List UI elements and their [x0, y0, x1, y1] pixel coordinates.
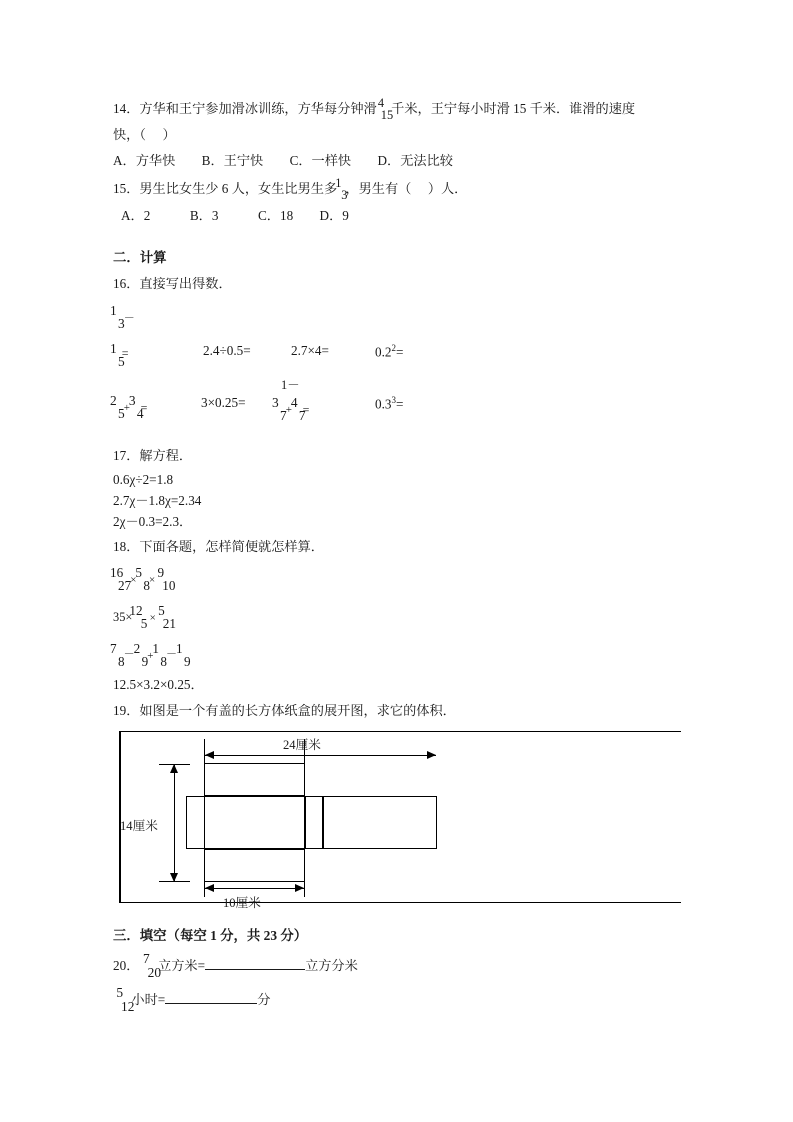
q16-r1-frac-1	[110, 302, 125, 332]
q18-e1-frac-2	[135, 564, 150, 593]
q14-number: 14	[113, 101, 127, 116]
net-top-face	[204, 763, 305, 796]
q20-l2-unit-b: 分	[257, 991, 271, 1007]
q18-e2-frac-2-denominator: 21	[162, 615, 176, 631]
q16-r2-c4-equals: =	[395, 396, 404, 412]
q16-r1-frac-1-denominator: 3	[118, 316, 125, 332]
q16-r2-c3-frac-1	[272, 394, 287, 424]
q14-fraction-numerator: 4	[377, 95, 385, 110]
q14-text-c: 快，（	[113, 127, 146, 143]
question-20-line-2	[113, 983, 681, 1017]
q16-number: 16	[113, 275, 127, 291]
q18-e3-frac-2	[133, 640, 149, 669]
q19-number: 19	[113, 702, 127, 718]
section-heading-3: 三．填空（每空 1 分，共 23 分）	[113, 927, 308, 943]
q16-r1-c4	[375, 343, 403, 360]
q16-r2-c3-frac-2-numerator: 4	[290, 394, 298, 410]
q18-e3-frac-2-numerator: 2	[133, 640, 141, 656]
q20-l1-fraction	[143, 951, 162, 980]
q18-expression-4: 12.5×3.2×0.25．	[113, 676, 204, 692]
question-16-title	[113, 271, 681, 297]
q16-r1-c4-exponent: 2	[391, 342, 396, 353]
q14-fraction	[377, 95, 394, 122]
q16-r1-c4-base: 0.2	[375, 344, 392, 360]
q16-r2-equals: =	[140, 400, 148, 415]
q17-equation-1: 0.6χ÷2=1.8	[113, 471, 174, 487]
section-heading-2: 二．计算	[113, 249, 167, 265]
q16-r2-c4-exponent: 3	[391, 394, 396, 405]
q18-expression-3	[110, 636, 681, 674]
q16-r2-c3-operator: +	[285, 404, 292, 417]
q16-r2-c3-equals: =	[302, 402, 310, 417]
q16-r2-c3-lead: 1－	[281, 377, 300, 392]
depth-dimension-line	[205, 888, 304, 889]
q18-e1-frac-2-denominator: 8	[143, 577, 150, 593]
q18-e1-operator-2: ×	[149, 573, 156, 586]
net-right-face	[305, 796, 323, 849]
q16-r2-frac-2	[128, 392, 144, 422]
q20-l2-fraction	[116, 985, 135, 1014]
q18-e1-frac-3	[157, 564, 176, 593]
q16-r2-frac-2-numerator: 3	[128, 392, 136, 408]
q16-r2-frac-1-numerator: 2	[110, 392, 117, 408]
q16-r1-equals: =	[121, 345, 129, 360]
q16-r2-operator: +	[123, 402, 130, 415]
width-dimension-line	[205, 755, 436, 756]
q18-e3-frac-4-numerator: 1	[176, 640, 183, 656]
q18-e3-frac-1-numerator: 7	[110, 640, 117, 656]
height-dimension-line	[174, 764, 175, 882]
q18-e2-operator: ×	[149, 611, 156, 624]
net-front-face	[204, 796, 305, 849]
q15-text-b: ，男生有（	[345, 181, 412, 197]
question-15	[113, 176, 681, 202]
q18-e2-lead: 35×	[113, 609, 133, 624]
q16-row-1	[110, 299, 681, 381]
q18-e1-frac-1-denominator: 27	[118, 577, 132, 593]
box-net-diagram	[113, 729, 681, 909]
q18-e2-frac-1-denominator: 5	[140, 615, 148, 631]
q20-number: 20	[113, 957, 127, 973]
q18-e3-frac-1	[110, 640, 125, 669]
question-14	[113, 96, 681, 122]
q16-calc-block	[110, 299, 681, 439]
q18-e3-frac-3-denominator: 8	[160, 653, 167, 669]
q16-r2-frac-2-denominator: 4	[136, 406, 144, 422]
q16-r1-c1	[110, 302, 137, 332]
q15-options: A．2 B．3 C．18 D．9	[121, 207, 349, 223]
q18-e1-frac-1-numerator: 16	[110, 564, 124, 580]
q16-r1-frac-2	[110, 340, 125, 370]
diagram-width-label: 24厘米	[283, 737, 321, 752]
q18-e2-frac-2-numerator: 5	[158, 602, 165, 618]
diagram-height-label: 14厘米	[120, 818, 158, 833]
q18-expression-2	[113, 598, 681, 636]
q20-l2-fraction-denominator: 12	[121, 998, 135, 1014]
q20-l1-fraction-numerator: 7	[143, 951, 150, 967]
q16-r1-operator: －	[123, 311, 135, 324]
q18-e3-frac-2-denominator: 9	[141, 653, 149, 669]
q14-blank-line	[113, 122, 681, 148]
q16-r2-frac-1-denominator: 5	[118, 406, 125, 422]
q18-e1-frac-1	[110, 564, 132, 593]
q18-e1-frac-3-denominator: 10	[162, 577, 176, 593]
q14-options: A．方华快 B．王宁快 C．一样快 D．无法比较	[113, 153, 453, 169]
net-back-face	[323, 796, 437, 849]
height-tick-bottom	[159, 881, 190, 882]
q18-e3-frac-4	[176, 640, 191, 669]
q16-r2-c3-frac-1-numerator: 3	[272, 394, 279, 410]
net-left-face	[186, 796, 205, 849]
q16-r2-c4-base: 0.3	[375, 396, 392, 412]
q18-e1-operator-1: ×	[130, 573, 137, 586]
q16-r1-frac-1-numerator: 1	[110, 302, 117, 318]
q15-fraction-numerator: 1	[335, 175, 342, 190]
q19-title-text: ．如图是一个有盖的长方体纸盒的展开图，求它的体积．	[126, 702, 456, 718]
q18-e3-frac-3	[152, 640, 167, 669]
q18-e2-frac-1	[129, 602, 148, 631]
q18-e2-frac-1-numerator: 12	[129, 602, 143, 618]
q18-e1-frac-3-numerator: 9	[157, 564, 165, 580]
q18-e3-operator-2: +	[147, 649, 154, 662]
q16-r1-frac-2-denominator: 5	[118, 354, 125, 370]
question-19-title	[113, 698, 681, 724]
width-arrow-left-icon	[205, 751, 214, 759]
q18-e2-frac-2	[158, 602, 176, 631]
depth-arrow-left-icon	[205, 884, 214, 892]
depth-arrow-right-icon	[295, 884, 304, 892]
diagram-bottom-border	[119, 902, 681, 903]
q14-text-b: 千米，王宁每小时滑 15 千米．谁滑的速度	[391, 101, 636, 116]
q15-fraction	[335, 175, 348, 203]
question-17-title	[113, 443, 681, 469]
q17-title-text: ．解方程．	[126, 447, 193, 463]
q16-r2-c1	[110, 392, 148, 422]
q14-text-a: ．方华和王宁参加滑冰训练，方华每分钟滑	[126, 101, 377, 116]
q15-number: 15	[113, 181, 127, 197]
width-arrow-right-icon	[427, 751, 436, 759]
diagram-top-border	[119, 731, 681, 732]
q16-r1-c2: 2.4÷0.5=	[203, 342, 251, 358]
q18-e1-frac-2-numerator: 5	[135, 564, 142, 580]
q18-e3-operator-3: －	[166, 647, 177, 660]
q16-r1-c4-equals: =	[395, 344, 404, 360]
q18-e3-frac-4-denominator: 9	[184, 653, 191, 669]
q16-r2-frac-1	[110, 392, 125, 422]
q20-l1-unit-a: 立方米=	[158, 957, 206, 973]
q16-r2-c2: 3×0.25=	[201, 394, 246, 410]
height-tick-top	[159, 764, 190, 765]
q16-row-2	[110, 377, 681, 439]
q17-equation-3: 2χ－0.3=2.3．	[113, 513, 193, 529]
q20-l2-fraction-numerator: 5	[116, 985, 124, 1001]
q18-e3-frac-1-denominator: 8	[118, 653, 125, 669]
q16-r2-c3	[272, 394, 310, 424]
height-arrow-up-icon	[170, 764, 178, 773]
question-20-line-1: 20． 7 20 立方米= 立方分米	[113, 951, 358, 980]
q20-l1-answer-blank[interactable]	[205, 969, 305, 970]
q20-l2-answer-blank[interactable]	[165, 1003, 257, 1004]
q16-r1-c3: 2.7×4=	[291, 342, 329, 358]
q18-e3-operator-1: －	[123, 647, 135, 660]
question-18-title	[113, 534, 681, 560]
q18-expression-1	[110, 560, 681, 598]
q16-r2-c3-frac-1-denominator: 7	[280, 408, 287, 424]
q18-title-text: ．下面各题，怎样简便就怎样算．	[126, 538, 324, 554]
q20-l2-unit-a: 小时=	[131, 991, 166, 1007]
q17-equation-2: 2.7χ－1.8χ=2.34	[113, 492, 202, 508]
q16-r2-c4	[375, 395, 403, 412]
page-content	[110, 95, 681, 1017]
net-fold-line-right	[304, 739, 305, 897]
q16-r1-c1b	[110, 340, 129, 370]
q15-text-c: ）人．	[427, 181, 468, 197]
q20-l1-unit-b: 立方分米	[305, 957, 358, 973]
q17-number: 17	[113, 447, 127, 463]
net-bottom-face	[204, 849, 305, 882]
q16-r1-frac-2-numerator: 1	[110, 340, 117, 356]
q15-text-a: ．男生比女生少 6 人，女生比男生多	[126, 181, 338, 197]
diagram-depth-label: 10厘米	[223, 895, 261, 910]
q16-title-text: ．直接写出得数．	[126, 275, 232, 291]
q18-e3-frac-3-numerator: 1	[152, 640, 159, 656]
q14-fraction-denominator: 15	[380, 107, 394, 122]
q18-number: 18	[113, 538, 127, 554]
q16-r2-c3-frac-2	[290, 394, 306, 424]
q15-fraction-denominator: 3	[341, 188, 348, 203]
q20-l1-fraction-denominator: 20	[147, 964, 162, 980]
q16-r2-c3-frac-2-denominator: 7	[298, 408, 306, 424]
q14-text-d: ）	[162, 127, 176, 143]
